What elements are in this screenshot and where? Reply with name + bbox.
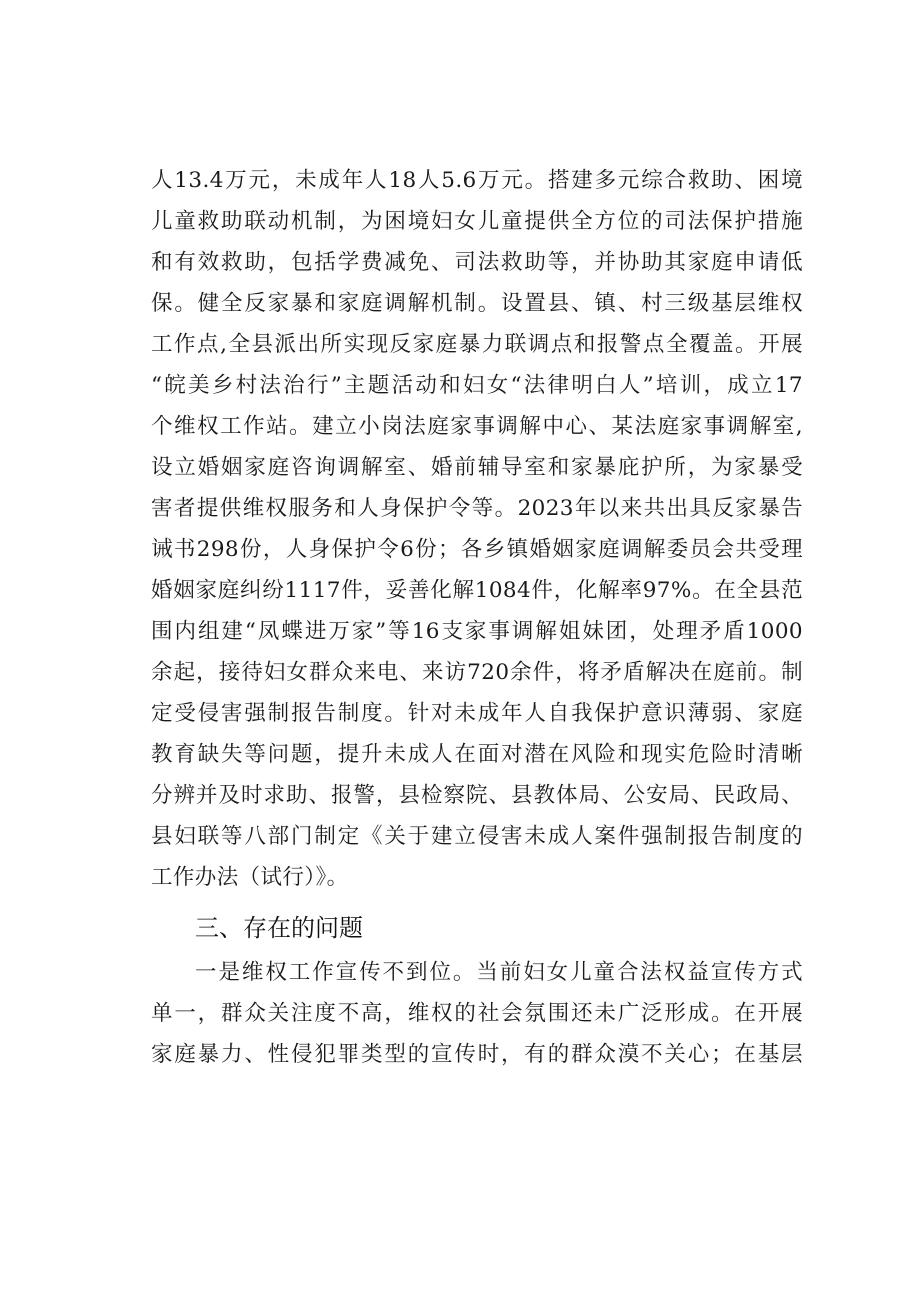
paragraph-1 (151, 160, 803, 898)
text-line: 家庭暴力、性侵犯罪类型的宣传时，有的群众漠不关心；在基层 (151, 1042, 803, 1067)
text-line: 人13.4万元，未成年人18人5.6万元。搭建多元综合救助、困境 (151, 168, 803, 193)
text-line: 设立婚姻家庭咨询调解室、婚前辅导室和家暴庇护所，为家暴受 (151, 455, 803, 480)
text-line: 县妇联等八部门制定《关于建立侵害未成人案件强制报告制度的 (151, 824, 803, 849)
text-line: 儿童救助联动机制，为困境妇女儿童提供全方位的司法保护措施 (151, 209, 803, 234)
section-heading: 三、存在的问题 (195, 914, 363, 942)
text-line: 诫书298份，人身保护令6份；各乡镇婚姻家庭调解委员会共受理 (151, 537, 803, 562)
document-body (151, 160, 803, 1075)
text-line: 婚姻家庭纠纷1117件，妥善化解1084件，化解率97%。在全县范 (151, 578, 803, 603)
text-line: 害者提供维权服务和人身保护令等。2023年以来共出具反家暴告 (151, 496, 803, 521)
text-line: 工作办法（试行）》。 (151, 865, 349, 890)
text-line: 教育缺失等问题，提升未成人在面对潜在风险和现实危险时清晰 (151, 742, 803, 767)
text-line: 一是维权工作宣传不到位。当前妇女儿童合法权益宣传方式 (195, 960, 803, 985)
text-line: “皖美乡村法治行”主题活动和妇女“法律明白人”培训，成立17 (151, 373, 803, 398)
text-line: 和有效救助，包括学费减免、司法救助等，并协助其家庭申请低 (151, 250, 803, 275)
text-line: 保。健全反家暴和家庭调解机制。设置县、镇、村三级基层维权 (151, 291, 803, 316)
text-line: 围内组建“凤蝶进万家”等16支家事调解姐妹团，处理矛盾1000 (151, 619, 803, 644)
text-line: 余起，接待妇女群众来电、来访720余件，将矛盾解决在庭前。制 (151, 660, 803, 685)
text-line: 个维权工作站。建立小岗法庭家事调解中心、某法庭家事调解室, (151, 414, 803, 439)
paragraph-2 (151, 952, 803, 1075)
text-line: 单一，群众关注度不高，维权的社会氛围还未广泛形成。在开展 (151, 1001, 803, 1026)
text-line: 定受侵害强制报告制度。针对未成年人自我保护意识薄弱、家庭 (151, 701, 803, 726)
text-line: 工作点,全县派出所实现反家庭暴力联调点和报警点全覆盖。开展 (151, 332, 803, 357)
text-line: 分辨并及时求助、报警，县检察院、县教体局、公安局、民政局、 (151, 783, 803, 808)
